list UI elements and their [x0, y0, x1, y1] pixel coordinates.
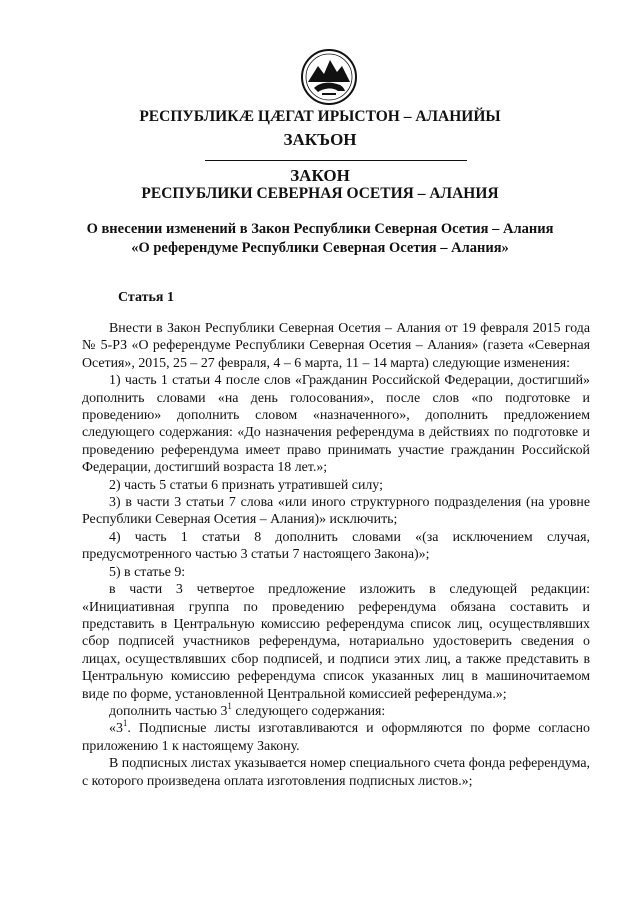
article-heading: Статья 1: [118, 290, 174, 305]
article-body: [82, 320, 590, 790]
header-divider: [205, 160, 467, 161]
paragraph-item-5a: в части 3 четвертое предложение изложить в следующей редакции: «Инициативная группа по проведению референдума обязана составить и представить в Центральную комиссию референдума список лиц, осуществлявших сбор подписей участников референдума, нотариально удостоверить сведения о лицах, осуществлявших сбор подписей, и подписи этих лиц, а также представить в Центральную комиссию референдума список указанных лиц в машиночитаемом виде по форме, установленной Центральной комиссией референдума.»;: [82, 582, 590, 702]
item-5b-text-end: следующего содержания:: [231, 703, 386, 719]
paragraph-item-5b: [82, 700, 590, 720]
item-5b-text-start: дополнить частью 3: [109, 703, 228, 719]
paragraph-item-5: 5) в статье 9:: [109, 564, 186, 580]
coat-of-arms-emblem-icon: [300, 48, 358, 106]
paragraph-item-3: 3) в части 3 статьи 7 слова «или иного структурного подразделения (на уровне Республики Северная Осетия – Алания)» исключить;: [82, 495, 590, 528]
item-5b-superscript: 1: [227, 700, 232, 711]
item-5c-superscript: 1: [122, 718, 128, 729]
header-republic-ossetian: РЕСПУБЛИКӔ ЦӔГАТ ИРЫСТОН – АЛАНИЙЫ: [139, 108, 501, 125]
paragraph-item-4: 4) часть 1 статьи 8 дополнить словами «(за исключением случая, предусмотренного частью 3 статьи 7 настоящего Закона)»;: [82, 529, 590, 563]
document-title-line-2: «О референдуме Республики Северная Осетия – Алания»: [131, 240, 509, 256]
paragraph-item-1: 1) часть 1 статьи 4 после слов «Гражданин Российской Федерации, достигший» дополнить словами «на день голосования», после слов «по подготовке и проведению» дополнить словом «назначенного», дополнить предложением следующего содержания: «До назначения референдума в действиях по подготовке и проведению референдума имеет право принимать участие гражданин Российской Федерации, достигший возраста 18 лет.»;: [82, 373, 590, 476]
header-law-ossetian: ЗАКЪОН: [283, 130, 357, 149]
paragraph-intro: Внести в Закон Республики Северная Осетия – Алания от 19 февраля 2015 года № 5-РЗ «О референдуме Республики Северная Осетия – Алания» (газета «Северная Осетия», 2015, 25 – 27 февраля, 4 – 6 марта, 11 – 14 марта) следующие изменения:: [82, 321, 590, 371]
header-law-russian: ЗАКОН: [290, 166, 350, 185]
paragraph-item-2: 2) часть 5 статьи 6 признать утратившей силу;: [109, 477, 383, 493]
header-republic-russian: РЕСПУБЛИКИ СЕВЕРНАЯ ОСЕТИЯ – АЛАНИЯ: [141, 185, 499, 202]
paragraph-item-5d: В подписных листах указывается номер специального счета фонда референдума, с которого произведена оплата изготовления подписных листов.»;: [82, 756, 590, 789]
paragraph-item-5c: [82, 720, 590, 755]
item-5c-text-end: . Подписные листы изготавливаются и оформляются по форме согласно приложению 1 к настоящему Закону.: [82, 721, 590, 754]
document-title-line-1: О внесении изменений в Закон Республики Северная Осетия – Алания: [86, 221, 554, 237]
item-5c-text-start: «3: [109, 721, 123, 737]
